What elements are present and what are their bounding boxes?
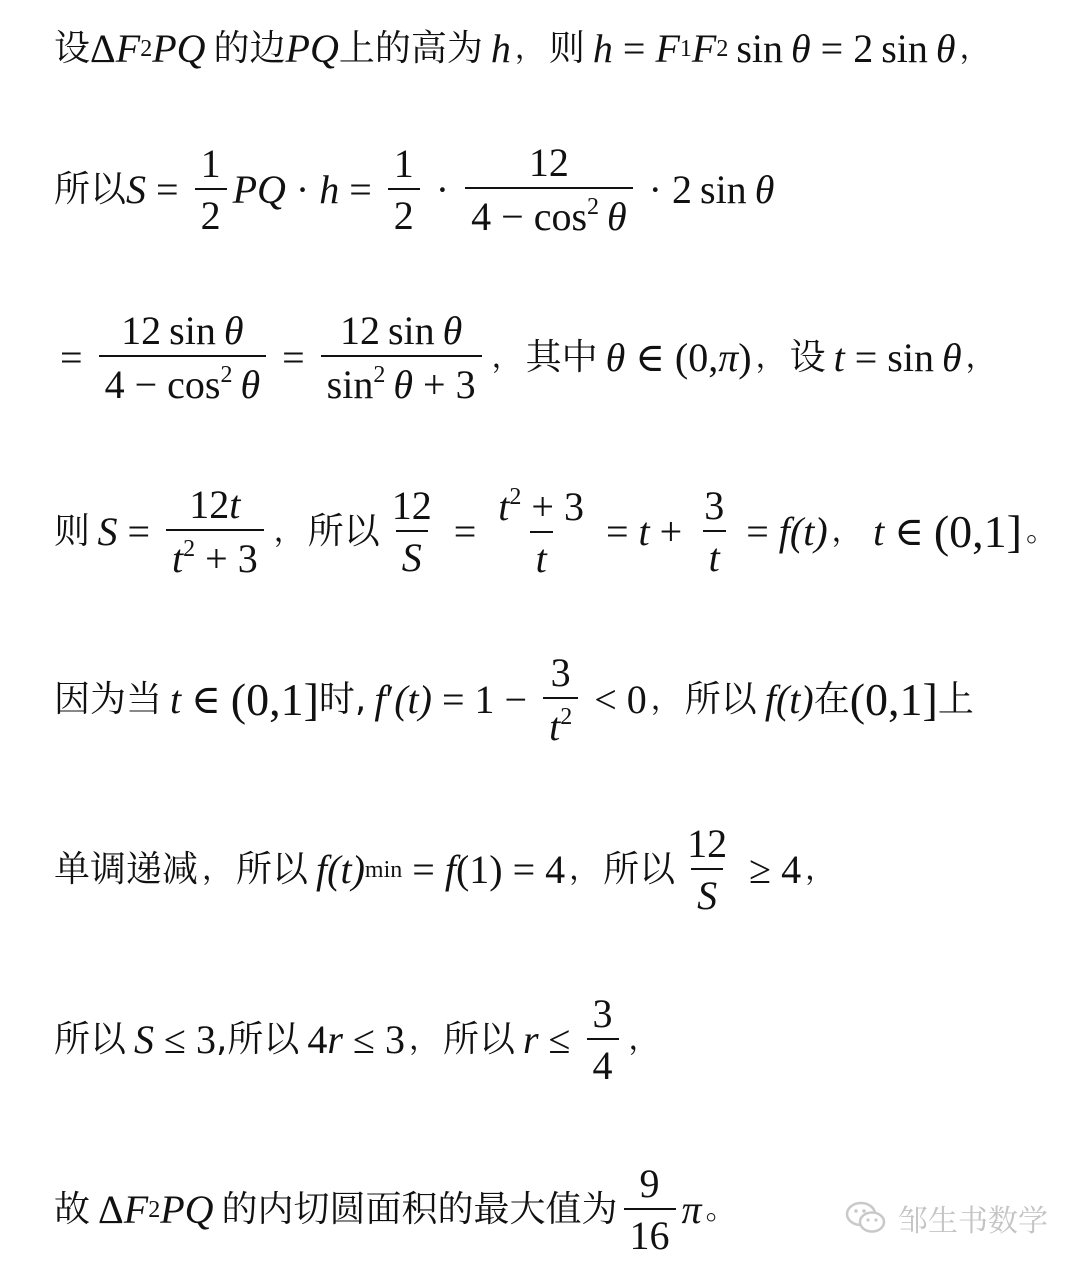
numerator: 3 — [704, 483, 725, 528]
denominator: 16 — [624, 1208, 676, 1256]
var-t: t — [498, 484, 510, 529]
prime: ′ — [385, 677, 395, 722]
var-t: t — [172, 536, 184, 581]
numerator — [115, 308, 249, 355]
func-sin: sin — [887, 335, 934, 380]
operator: = — [156, 167, 179, 212]
number: 4 — [104, 362, 125, 407]
number: 0 — [626, 677, 647, 722]
text: 则 — [54, 511, 91, 552]
argument: (t) — [394, 677, 432, 722]
argument: (t) — [775, 677, 814, 722]
operator: = — [349, 167, 372, 212]
argument: (1) — [455, 847, 503, 892]
var-S: S — [126, 167, 147, 212]
var-t: t — [549, 704, 561, 749]
number: 3 — [195, 1017, 216, 1062]
numerator — [492, 485, 590, 531]
var-S: S — [97, 509, 118, 554]
func-sin: sin — [700, 167, 747, 212]
func-f: f — [778, 509, 790, 554]
paren: ) — [738, 335, 752, 380]
number: 2 — [853, 26, 874, 71]
var-h: h — [319, 167, 340, 212]
denominator: t — [703, 530, 726, 578]
punct: ， — [273, 514, 304, 549]
denominator: 2 — [388, 188, 420, 236]
operator: = — [512, 847, 536, 892]
operator: = — [622, 26, 646, 71]
text: 设 — [54, 28, 91, 69]
operator: + — [531, 484, 554, 529]
watermark — [844, 1196, 1048, 1240]
text: 单调递减 — [54, 849, 199, 890]
number: 3 — [455, 362, 476, 407]
line-2 — [54, 140, 1060, 240]
line-7 — [54, 990, 1060, 1090]
var-pi: π — [718, 335, 739, 380]
text: 故 — [54, 1189, 91, 1230]
operator: ≤ — [548, 1017, 571, 1062]
text: 所以 — [603, 849, 676, 890]
func-sin: sin — [326, 362, 374, 407]
text: 其中 — [525, 337, 598, 378]
text: 所以 — [307, 511, 380, 552]
var-F: F — [123, 1187, 149, 1232]
punct: ， — [755, 340, 786, 375]
text: 因为当 — [54, 679, 163, 720]
func-sin: sin — [881, 26, 928, 71]
number: 12 — [121, 308, 162, 353]
operator: = — [412, 847, 435, 892]
var-theta: θ — [442, 308, 463, 353]
var-h: h — [490, 26, 511, 71]
var-r: r — [522, 1017, 539, 1062]
var-t: t — [170, 677, 182, 722]
text: 所以 — [442, 1019, 515, 1060]
argument: (t) — [327, 847, 365, 892]
text: 的内切圆面积的最大值为 — [221, 1189, 618, 1230]
punct: ， — [805, 852, 836, 887]
punct: ， — [491, 340, 522, 375]
text: 时, — [318, 679, 367, 720]
punct: ， — [514, 31, 545, 66]
punct: ， — [831, 514, 862, 549]
var-t: t — [229, 482, 241, 527]
operator: + — [423, 362, 446, 407]
text: ,所以 — [215, 1019, 300, 1060]
line-1 — [54, 26, 1060, 72]
var-theta: θ — [754, 167, 775, 212]
punct: ， — [628, 1022, 659, 1057]
numerator: 1 — [200, 141, 221, 186]
fraction — [321, 308, 482, 407]
func-f: f — [374, 677, 386, 722]
operator: + — [659, 509, 683, 554]
operator: · — [295, 167, 310, 212]
var-r: r — [327, 1017, 343, 1062]
operator: < — [594, 677, 617, 722]
operator: = — [60, 335, 83, 380]
number: 4 — [545, 847, 566, 892]
var-F: F — [655, 26, 680, 71]
subscript: 2 — [148, 1197, 161, 1223]
numerator: 9 — [639, 1161, 660, 1206]
var-F: F — [115, 26, 141, 71]
comma: , — [708, 335, 719, 380]
text: 设 — [789, 337, 826, 378]
denominator — [465, 187, 633, 237]
operator: ≤ — [353, 1017, 375, 1062]
denominator: t — [530, 531, 553, 579]
subscript: 1 — [679, 36, 692, 62]
operator: ≥ — [749, 847, 772, 892]
interval: (0,1] — [849, 674, 938, 725]
operator: = — [441, 677, 465, 722]
line-4 — [54, 482, 1060, 582]
var-theta: θ — [605, 335, 626, 380]
numerator: 12 — [687, 821, 728, 866]
fraction — [681, 821, 733, 918]
number: 4 — [471, 194, 492, 239]
text: 在 — [813, 679, 850, 720]
operator: ≤ — [164, 1017, 186, 1062]
interval: (0,1] — [933, 506, 1022, 557]
var-theta: θ — [223, 308, 244, 353]
number: 3 — [384, 1017, 405, 1062]
numerator: 1 — [393, 141, 414, 186]
watermark-text: 邹生书数学 — [898, 1204, 1048, 1239]
var-theta: θ — [941, 335, 962, 380]
operator: − — [501, 194, 524, 239]
operator: ∈ — [894, 509, 924, 554]
fraction — [99, 308, 267, 407]
denominator: S — [396, 530, 428, 578]
text: 上 — [937, 679, 974, 720]
var-h: h — [592, 26, 613, 71]
denominator: S — [691, 868, 723, 916]
operator: = — [854, 335, 878, 380]
denominator: 4 — [587, 1038, 619, 1086]
fraction — [166, 482, 264, 581]
var-theta: θ — [791, 26, 811, 71]
operator: = — [453, 509, 477, 554]
line-3 — [50, 308, 1060, 408]
func-cos: cos — [533, 194, 588, 239]
number: 12 — [339, 308, 380, 353]
fraction — [386, 483, 438, 580]
var-S: S — [134, 1017, 155, 1062]
func-f: f — [316, 847, 328, 892]
func-cos: cos — [167, 362, 221, 407]
numerator — [183, 482, 246, 529]
number: 1 — [474, 677, 495, 722]
interval: (0,1] — [230, 674, 319, 725]
line-6 — [54, 820, 1060, 920]
number: 3 — [563, 484, 584, 529]
numerator: 3 — [592, 991, 613, 1036]
number: 0 — [688, 335, 709, 380]
numerator: 12 — [391, 483, 432, 528]
numerator: 3 — [550, 650, 571, 695]
var-t: t — [833, 335, 845, 380]
var-PQ: PQ — [160, 1187, 214, 1232]
fraction — [195, 141, 227, 238]
number: 4 — [307, 1017, 328, 1062]
operator: = — [605, 509, 629, 554]
var-theta: θ — [240, 362, 261, 407]
superscript: 2 — [183, 536, 196, 562]
fraction — [624, 1161, 676, 1258]
text: 所以 — [236, 849, 309, 890]
numerator: 12 — [528, 140, 569, 185]
operator: + — [205, 536, 228, 581]
operator: − — [504, 677, 528, 722]
func-sin: sin — [169, 308, 216, 353]
punct: 。 — [705, 1192, 736, 1227]
punct: ， — [569, 852, 600, 887]
var-theta: θ — [393, 362, 414, 407]
denominator — [99, 355, 267, 405]
punct: ， — [965, 340, 996, 375]
var-F: F — [691, 26, 717, 71]
fraction — [698, 483, 730, 580]
subscript: 2 — [716, 36, 729, 62]
denominator — [543, 697, 578, 747]
var-pi: π — [681, 1187, 702, 1232]
subscript: 2 — [140, 36, 153, 62]
text: 上的高为 — [338, 28, 483, 69]
numerator — [334, 308, 468, 355]
fraction — [388, 141, 420, 238]
var-t: t — [638, 509, 650, 554]
superscript: 2 — [587, 194, 600, 220]
punct: ， — [202, 852, 233, 887]
operator: = — [746, 509, 769, 554]
operator: = — [820, 26, 844, 71]
line-5 — [54, 650, 1060, 750]
fraction — [543, 650, 578, 749]
var-theta: θ — [935, 26, 956, 71]
fraction — [465, 140, 633, 239]
fraction — [492, 485, 590, 579]
wechat-icon — [844, 1198, 888, 1238]
argument: (t) — [789, 509, 828, 554]
operator: · — [648, 167, 662, 212]
func-f: f — [444, 847, 456, 892]
var-theta: θ — [607, 194, 627, 239]
operator: = — [127, 509, 151, 554]
func-sin: sin — [387, 308, 435, 353]
superscript: 2 — [509, 484, 522, 510]
operator: = — [282, 335, 305, 380]
superscript: 2 — [373, 362, 386, 388]
fraction — [587, 991, 619, 1088]
operator: ∈ — [635, 335, 665, 380]
superscript: 2 — [560, 704, 573, 730]
number: 4 — [781, 847, 802, 892]
delta-symbol: Δ — [98, 1187, 124, 1232]
punct: ， — [650, 682, 681, 717]
punct: ， — [408, 1022, 439, 1057]
operator: · — [435, 167, 450, 212]
text: 所以 — [684, 679, 757, 720]
denominator — [321, 355, 482, 405]
var-PQ: PQ — [152, 26, 206, 71]
operator: ∈ — [191, 677, 221, 722]
text: 所以 — [54, 1019, 127, 1060]
paren: ( — [674, 335, 689, 380]
superscript: 2 — [220, 362, 233, 388]
punct: 。 — [1025, 514, 1056, 549]
number: 2 — [672, 167, 692, 212]
delta-symbol: Δ — [90, 26, 116, 71]
punct: ， — [959, 31, 990, 66]
operator: − — [134, 362, 158, 407]
denominator — [166, 529, 264, 579]
var-t: t — [873, 509, 885, 554]
var-PQ: PQ — [232, 167, 286, 212]
var-PQ: PQ — [285, 26, 339, 71]
subscript-min: min — [364, 857, 403, 883]
text: 所以 — [54, 169, 127, 210]
func-f: f — [764, 677, 776, 722]
text: 的边 — [213, 28, 286, 69]
text: 则 — [548, 28, 585, 69]
number: 12 — [189, 482, 230, 527]
func-sin: sin — [736, 26, 784, 71]
denominator: 2 — [195, 188, 227, 236]
number: 3 — [237, 536, 258, 581]
